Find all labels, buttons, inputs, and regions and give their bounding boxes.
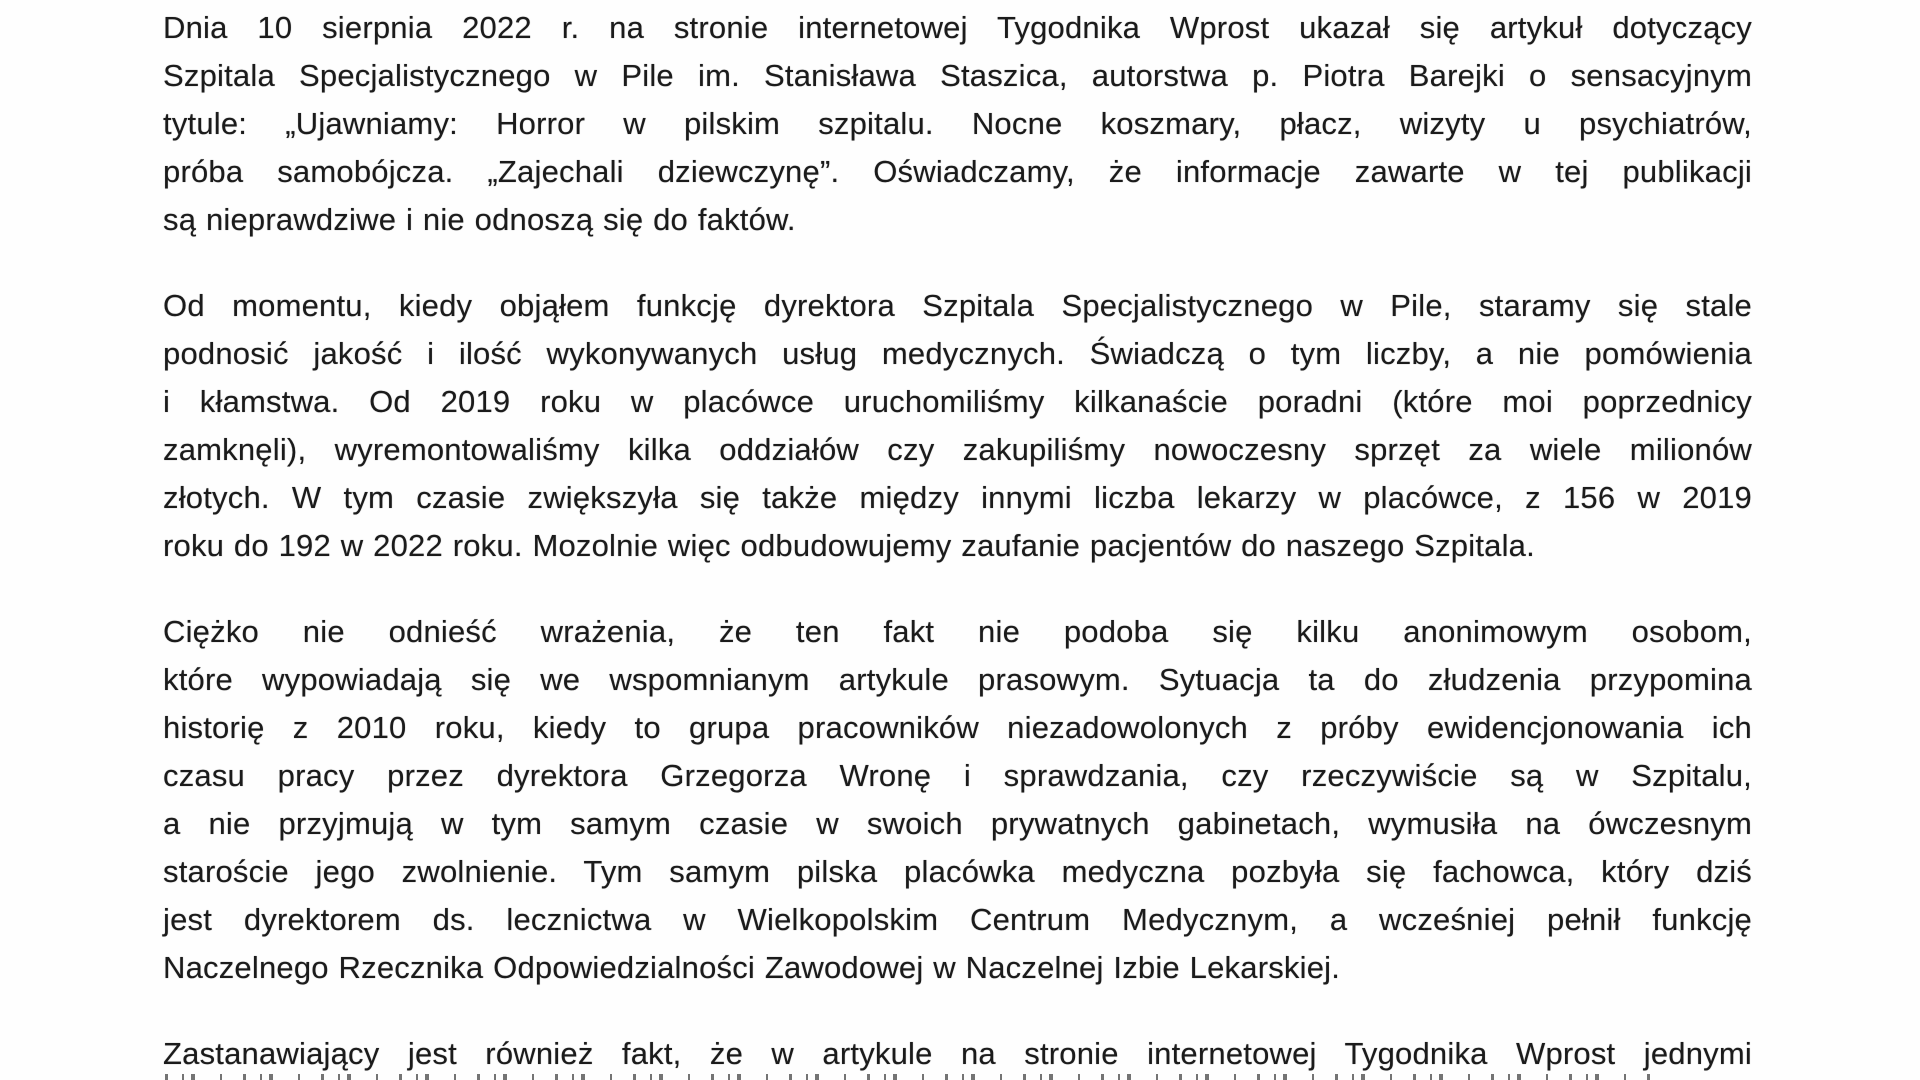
cut-off-line-fragment	[165, 1074, 1660, 1080]
text-line: czasu pracy przez dyrektora Grzegorza Wronę i sprawdzania, czy rzeczywiście są w Szpitalu,	[163, 758, 1752, 793]
text-line: i kłamstwa. Od 2019 roku w placówce uruchomiliśmy kilkanaście poradni (które moi poprzednicy	[163, 384, 1752, 419]
text-line: próba samobójcza. „Zajechali dziewczynę”. Oświadczamy, że informacje zawarte w tej publikacji	[163, 154, 1752, 189]
text-line: jest dyrektorem ds. lecznictwa w Wielkopolskim Centrum Medycznym, a wcześniej pełnił funkcję	[163, 902, 1752, 937]
text-line: tytule: „Ujawniamy: Horror w pilskim szpitalu. Nocne koszmary, płacz, wizyty u psychiatrów,	[163, 106, 1752, 141]
document-body	[163, 4, 1752, 1080]
text-line: staroście jego zwolnienie. Tym samym pilska placówka medyczna pozbyła się fachowca, który dziś	[163, 854, 1752, 889]
paragraph	[163, 1030, 1752, 1078]
text-line: historię z 2010 roku, kiedy to grupa pracowników niezadowolonych z próby ewidencjonowania ich	[163, 710, 1752, 745]
text-line: zamknęli), wyremontowaliśmy kilka oddziałów czy zakupiliśmy nowoczesny sprzęt za wiele milionów	[163, 432, 1752, 467]
paragraph	[163, 282, 1752, 570]
text-line: Naczelnego Rzecznika Odpowiedzialności Zawodowej w Naczelnej Izbie Lekarskiej.	[163, 950, 1341, 985]
text-line: są nieprawdziwe i nie odnoszą się do faktów.	[163, 202, 796, 237]
text-line: złotych. W tym czasie zwiększyła się także między innymi liczba lekarzy w placówce, z 156 w 2019	[163, 480, 1752, 515]
text-line: podnosić jakość i ilość wykonywanych usług medycznych. Świadczą o tym liczby, a nie pomówienia	[163, 336, 1752, 371]
text-line: Od momentu, kiedy objąłem funkcję dyrektora Szpitala Specjalistycznego w Pile, staramy się stale	[163, 288, 1752, 323]
text-line: Zastanawiający jest również fakt, że w artykule na stronie internetowej Tygodnika Wprost jednymi	[163, 1036, 1752, 1071]
paragraph	[163, 4, 1752, 244]
text-line: Ciężko nie odnieść wrażenia, że ten fakt nie podoba się kilku anonimowym osobom,	[163, 614, 1752, 649]
text-line: Dnia 10 sierpnia 2022 r. na stronie internetowej Tygodnika Wprost ukazał się artykuł dotyczący	[163, 10, 1752, 45]
paragraph	[163, 608, 1752, 992]
text-line: które wypowiadają się we wspomnianym artykule prasowym. Sytuacja ta do złudzenia przypomina	[163, 662, 1752, 697]
text-line: a nie przyjmują w tym samym czasie w swoich prywatnych gabinetach, wymusiła na ówczesnym	[163, 806, 1752, 841]
text-line: Szpitala Specjalistycznego w Pile im. Stanisława Staszica, autorstwa p. Piotra Barejki o sensacyjnym	[163, 58, 1752, 93]
text-line: roku do 192 w 2022 roku. Mozolnie więc odbudowujemy zaufanie pacjentów do naszego Szpitala.	[163, 528, 1535, 563]
